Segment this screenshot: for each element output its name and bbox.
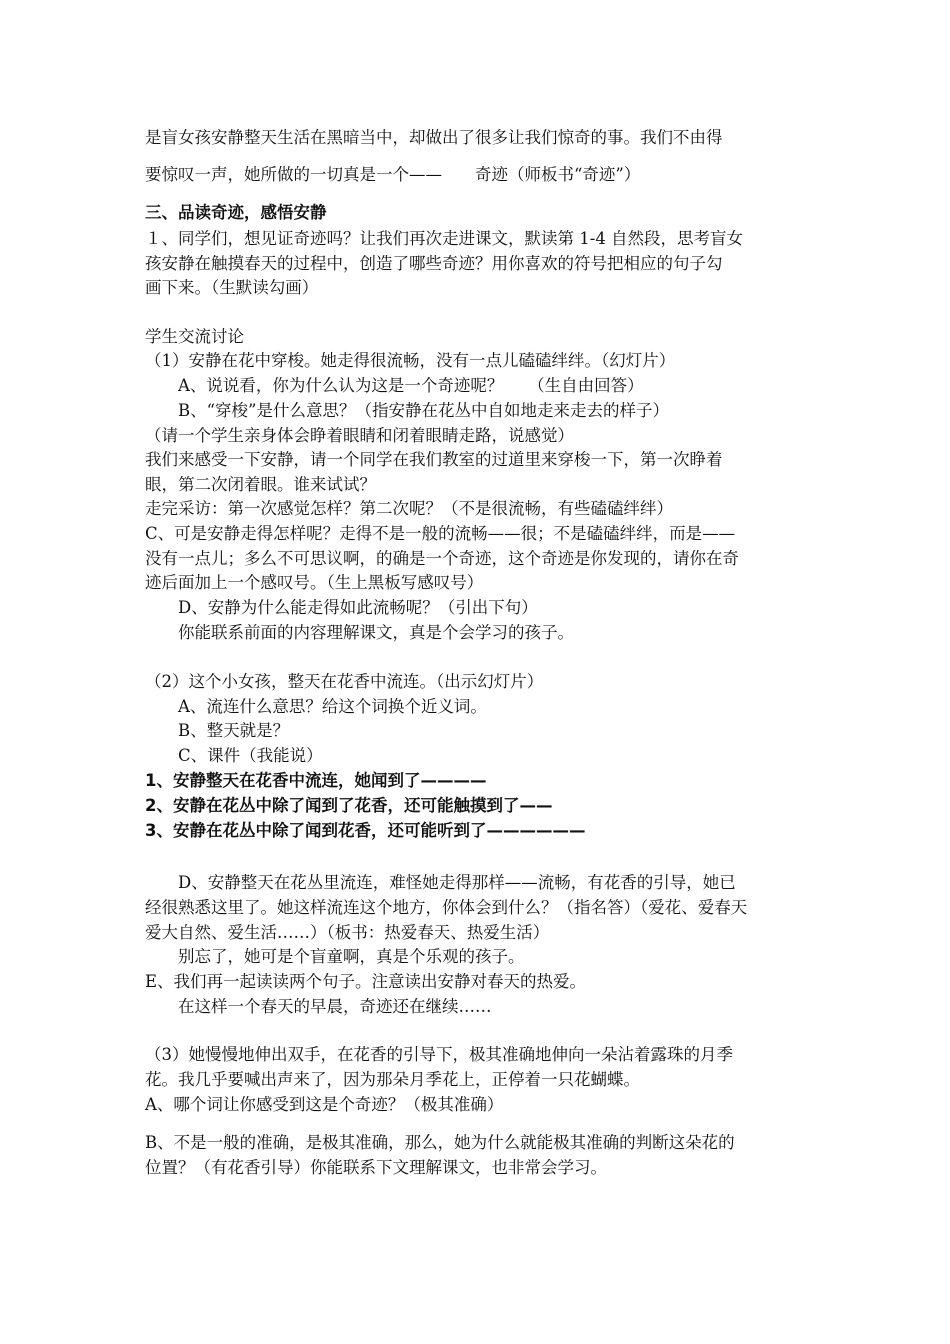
text-line: 位置？（有花香引导）你能联系下文理解课文，也非常会学习。 — [145, 1158, 607, 1177]
text-line: （1）安静在花中穿梭。她走得很流畅，没有一点儿磕磕绊绊。（幻灯片） — [145, 351, 676, 370]
section-heading: 三、品读奇迹，感悟安静 — [145, 203, 327, 222]
text-line: 花。我几乎要喊出声来了，因为那朵月季花上，正停着一只花蝴蝶。 — [145, 1070, 640, 1089]
text-line: 眼，第二次闭着眼。谁来试试？ — [145, 475, 376, 494]
text-line: D、安静整天在花丛里流连，难怪她走得那样——流畅，有花香的引导，她已 — [145, 873, 736, 892]
text-line: 要惊叹一声，她所做的一切真是一个—— 奇迹（师板书“奇迹”） — [145, 165, 641, 184]
text-line: 别忘了，她可是个盲童啊，真是个乐观的孩子。 — [145, 947, 525, 966]
text-line: 是盲女孩安静整天生活在黑暗当中，却做出了很多让我们惊奇的事。我们不由得 — [145, 128, 723, 147]
text-line: 画下来。（生默读勾画） — [145, 278, 319, 297]
text-line: D、安静为什么能走得如此流畅呢？（引出下句） — [145, 598, 538, 617]
text-line: 没有一点儿；多么不可思议啊，的确是一个奇迹，这个奇迹是你发现的，请你在奇 — [145, 549, 739, 568]
text-line: C、可是安静走得怎样呢？走得不是一般的流畅——很；不是磕磕绊绊，而是—— — [145, 524, 736, 543]
bold-item: 2、安静在花丛中除了闻到了花香，还可能触摸到了—— — [145, 796, 553, 815]
text-line: 迹后面加上一个感叹号。（生上黑板写感叹号） — [145, 573, 484, 592]
text-line: 你能联系前面的内容理解课文，真是个会学习的孩子。 — [145, 623, 574, 642]
text-line: C、课件（我能说） — [145, 746, 323, 765]
text-line: 爱大自然、爱生活……）（板书：热爱春天、热爱生活） — [145, 923, 550, 942]
text-line: A、流连什么意思？给这个词换个近义词。 — [145, 697, 487, 716]
bold-item: 1、安静整天在花香中流连，她闻到了———— — [145, 771, 487, 790]
bold-item: 3、安静在花丛中除了闻到花香，还可能听到了—————— — [145, 821, 586, 840]
text-line: B、整天就是？ — [145, 721, 290, 740]
text-line: 在这样一个春天的早晨，奇迹还在继续…… — [145, 997, 492, 1016]
text-line: 学生交流讨论 — [145, 327, 244, 346]
text-line: B、“穿梭”是什么意思？（指安静在花丛中自如地走来走去的样子） — [145, 401, 669, 420]
text-line: 经很熟悉这里了。她这样流连这个地方，你体会到什么？（指名答）（爱花、爱春天 — [145, 898, 748, 917]
text-line: （2）这个小女孩，整天在花香中流连。（出示幻灯片） — [145, 672, 544, 691]
text-line: 孩安静在触摸春天的过程中，创造了哪些奇迹？用你喜欢的符号把相应的句子勾 — [145, 254, 723, 273]
text-line: B、不是一般的准确，是极其准确，那么，她为什么就能极其准确的判断这朵花的 — [145, 1133, 735, 1152]
text-line: E、我们再一起读读两个句子。注意读出安静对春天的热爱。 — [145, 972, 587, 991]
text-line: A、说说看，你为什么认为这是一个奇迹呢？ （生自由回答） — [145, 376, 644, 395]
text-line: A、哪个词让你感受到这是个奇迹？（极其准确） — [145, 1095, 504, 1114]
text-line: 走完采访：第一次感觉怎样？第二次呢？（不是很流畅，有些磕磕绊绊） — [145, 499, 673, 518]
text-line: （请一个学生亲身体会睁着眼睛和闭着眼睛走路，说感觉） — [145, 426, 574, 445]
text-line: 我们来感受一下安静，请一个同学在我们教室的过道里来穿梭一下，第一次睁着 — [145, 450, 723, 469]
text-line: （3）她慢慢地伸出双手，在花香的引导下，极其准确地伸向一朵沾着露珠的月季 — [145, 1045, 733, 1064]
text-line: １、同学们，想见证奇迹吗？让我们再次走进课文，默读第 1-4 自然段，思考盲女 — [145, 229, 744, 248]
